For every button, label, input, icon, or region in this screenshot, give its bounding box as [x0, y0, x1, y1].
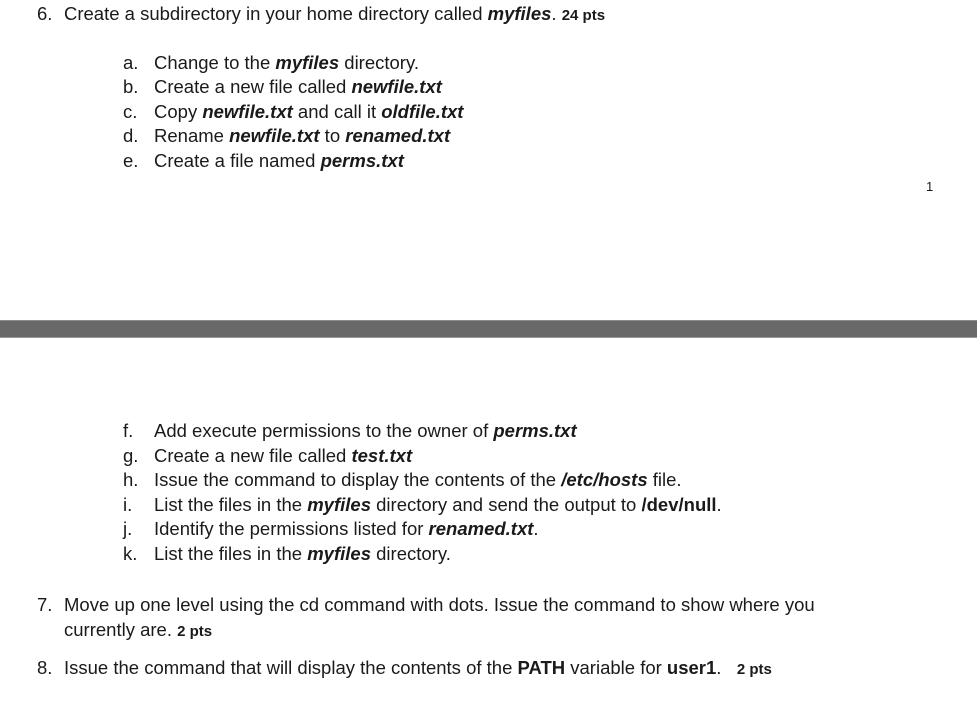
page-divider	[0, 320, 977, 338]
document-page-1: 6. Create a subdirectory in your home directory called myfiles. 24 pts a. Change to the myfiles directory. b. Create a new file called newfile.txt c. Copy newfile.txt and call it oldfile.txt d. Rename newfile.txt to renamed.txt e. Create a file named perms.txt 1	[0, 0, 977, 320]
question-number: 8.	[37, 657, 53, 678]
question-number: 7.	[37, 594, 53, 615]
points-label: 24 pts	[561, 7, 606, 24]
document-page-2: f. Add execute permissions to the owner of perms.txt g. Create a new file called test.txt h. Issue the command to display the contents of the /etc/hosts file. i. List the files in the myfiles directory and send the output to /dev/null. j. Identify the permissions listed for renamed.txt. k. List the files in the myfiles directory. 7. Move up one level using the cd command with dots. Issue the command to show where you currently are. 2 pts 8. Issue the command that will display the contents of the PATH variable for user1. 2 pts	[0, 338, 977, 703]
question-text: Move up one level using the cd command with dots. Issue the command to show where you	[64, 594, 815, 615]
points-label: 2 pts	[736, 661, 772, 678]
question-text: Create a subdirectory in your home directory called myfiles. 24 pts	[64, 3, 606, 24]
question-number: 6.	[37, 3, 53, 24]
page-number: 1	[926, 179, 934, 194]
question-text: Issue the command that will display the contents of the PATH variable for user1. 2 pts	[64, 657, 772, 678]
points-label: 2 pts	[177, 623, 213, 640]
